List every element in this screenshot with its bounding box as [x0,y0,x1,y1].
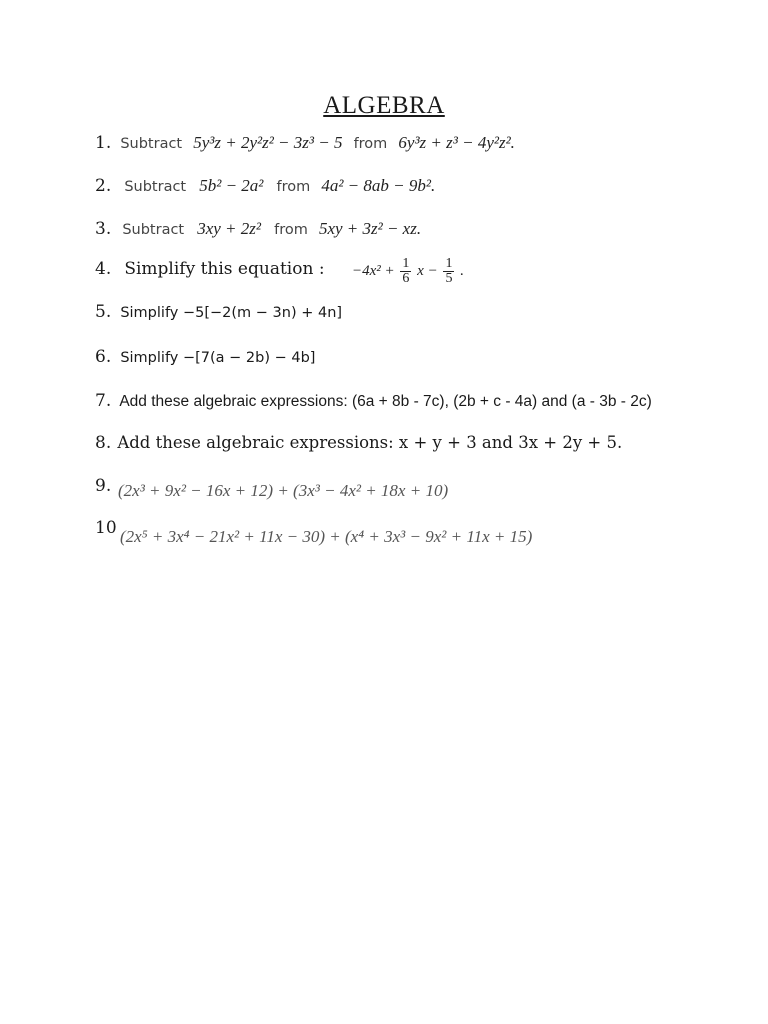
from-label: from [274,222,308,238]
expression-a: 3xy + 2z² [197,219,261,238]
question-number: 7. [95,391,112,411]
fraction-numerator: 1 [402,256,410,271]
fraction-denominator: 5 [445,271,453,286]
question-9 [95,476,111,496]
fraction-numerator: 1 [445,256,453,271]
fraction-denominator: 6 [402,271,410,286]
question-text: Add these algebraic expressions: x + y + 3 and 3x + 2y + 5. [117,433,623,452]
equation-part: −4x² + [352,262,395,279]
question-9-expression: (2x³ + 9x² − 16x + 12) + (3x³ − 4x² + 18x + 10) [118,481,449,500]
question-8 [95,433,622,453]
question-text: Simplify −5[−2(m − 3n) + 4n] [120,305,343,321]
expression-b: 5xy + 3z² − xz. [318,219,422,238]
question-5 [95,302,342,322]
subtract-label: Subtract [124,179,187,195]
expression-b: 4a² − 8ab − 9b². [321,176,436,195]
from-label: from [353,136,388,152]
expression-b: 6y³z + z³ − 4y²z². [398,133,515,152]
question-number: 8. [95,433,112,453]
question-text: Simplify −[7(a − 2b) − 4b] [120,350,316,366]
page-title: ALGEBRA [323,92,445,119]
question-number: 3. [95,219,112,239]
question-6 [95,347,315,367]
subtract-label: Subtract [120,136,183,152]
question-number: 6. [95,347,112,367]
question-number: 5. [95,302,112,322]
question-number: 2. [95,176,112,196]
equation-part: x − [417,262,438,279]
subtract-label: Subtract [122,222,185,238]
fraction [400,257,411,286]
from-label: from [276,179,311,195]
question-text: Simplify this equation : [124,259,325,279]
question-2 [95,176,435,196]
question-4-equation [352,257,464,286]
question-10 [95,518,117,538]
question-number: 9. [95,476,112,496]
question-number: 1. [95,133,112,153]
question-number: 4. [95,259,112,279]
question-number: 10 [95,518,117,538]
question-7 [95,391,652,411]
question-4 [95,259,325,279]
expression-a: 5b² − 2a² [199,176,264,195]
question-3 [95,219,421,239]
question-10-expression: (2x⁵ + 3x⁴ − 21x² + 11x − 30) + (x⁴ + 3x³ − 9x² + 11x + 15) [120,527,533,546]
expression-a: 5y³z + 2y²z² − 3z³ − 5 [193,133,343,152]
equation-part: . [460,262,464,279]
question-1 [95,133,515,153]
question-text: Add these algebraic expressions: (6a + 8b - 7c), (2b + c - 4a) and (a - 3b - 2c) [119,393,652,410]
fraction [443,257,454,286]
